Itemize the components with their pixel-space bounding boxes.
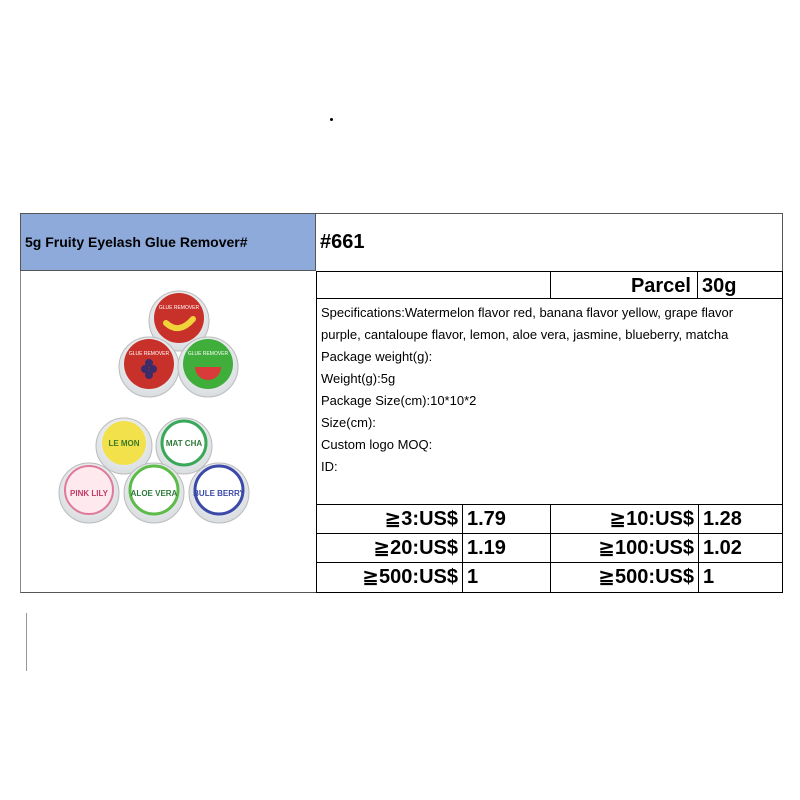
- margin-line: [26, 613, 27, 671]
- product-sheet: [20, 213, 783, 593]
- price-tier-value: 1.79: [462, 504, 550, 533]
- price-tier-qty: ≧500:US$: [316, 562, 462, 593]
- price-tier-value: 1: [462, 562, 550, 593]
- spec-line: Specifications:Watermelon flavor red, banana flavor yellow, grape flavor: [321, 305, 734, 320]
- jar-blueberry: [189, 463, 249, 523]
- product-title: 5g Fruity Eyelash Glue Remover#: [20, 213, 316, 271]
- jar-label: ALOE VERA: [130, 489, 178, 498]
- price-tier-qty: ≧10:US$: [550, 504, 698, 533]
- jar-label: GLUE REMOVER: [158, 305, 200, 311]
- jar-label: GLUE REMOVER: [128, 351, 170, 357]
- jar-grape: [119, 337, 179, 397]
- price-tier-qty: ≧500:US$: [550, 562, 698, 593]
- jar-label: PINK LILY: [70, 489, 108, 498]
- price-tier-qty: ≧3:US$: [316, 504, 462, 533]
- spec-line: purple, cantaloupe flavor, lemon, aloe vera, jasmine, blueberry, matcha: [321, 327, 729, 342]
- price-tier-value: 1.19: [462, 533, 550, 562]
- spec-line: Custom logo MOQ:: [321, 437, 433, 452]
- price-tier-qty: ≧20:US$: [316, 533, 462, 562]
- price-tier-qty: ≧100:US$: [550, 533, 698, 562]
- spec-line: Size(cm):: [321, 415, 376, 430]
- price-tier-value: 1.02: [698, 533, 783, 562]
- blank-cell: [316, 271, 550, 299]
- parcel-weight: 30g: [698, 271, 783, 299]
- product-image: [20, 271, 316, 593]
- jar-label: MAT CHA: [165, 439, 203, 448]
- price-tier-value: 1.28: [698, 504, 783, 533]
- jar-aloe-vera: [124, 463, 184, 523]
- specifications: [316, 299, 783, 504]
- jar-pink-lily: [59, 463, 119, 523]
- product-code: #661: [316, 213, 783, 271]
- jar-label: LE MON: [108, 439, 140, 448]
- jars-illustration: [21, 271, 317, 593]
- price-table: [316, 504, 783, 593]
- jar-watermelon: [178, 337, 238, 397]
- parcel-label: Parcel: [550, 271, 698, 299]
- jar-label: GLUE REMOVER: [187, 351, 229, 357]
- price-tier-value: 1: [698, 562, 783, 593]
- spec-line: Package Size(cm):10*10*2: [321, 393, 477, 408]
- spec-line: Weight(g):5g: [321, 371, 396, 386]
- spec-line: ID:: [321, 459, 338, 474]
- spec-line: Package weight(g):: [321, 349, 433, 364]
- jar-label: BULE BERRY: [193, 489, 245, 498]
- stray-dot: [330, 118, 333, 121]
